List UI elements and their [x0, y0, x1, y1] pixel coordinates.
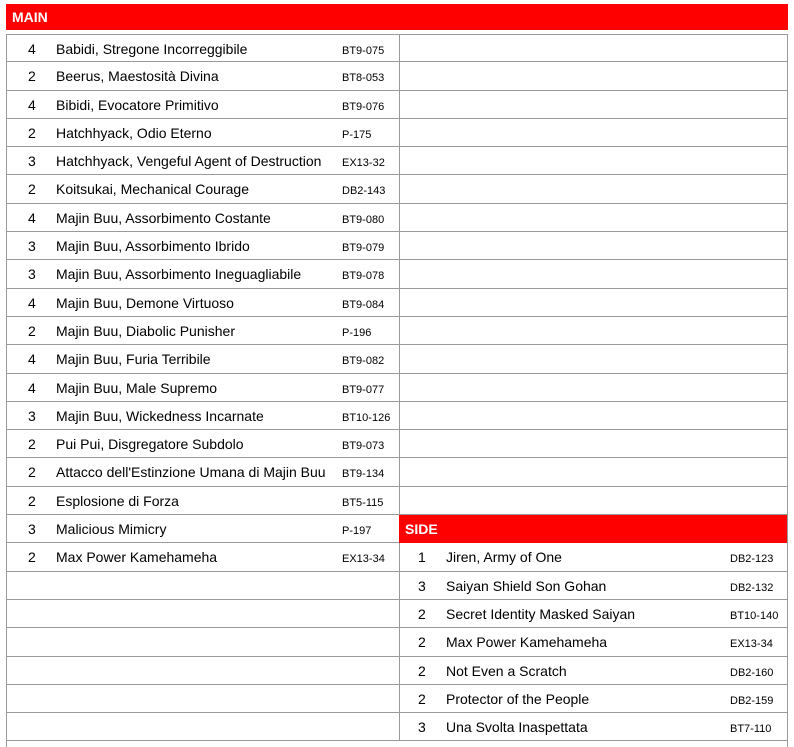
card-name: Majin Buu, Assorbimento Costante: [56, 209, 271, 226]
card-code: BT9-075: [342, 45, 385, 57]
grid-border-right: [787, 34, 788, 747]
card-code: P-196: [342, 326, 372, 339]
card-name: Majin Buu, Male Supremo: [56, 379, 218, 396]
table-row: [6, 374, 788, 402]
main-card-cell: [6, 713, 399, 740]
table-row: [6, 91, 788, 119]
card-quantity: 3: [28, 521, 36, 538]
card-quantity: 3: [28, 238, 36, 255]
side-card-cell: [399, 147, 788, 174]
side-card-code: BT10-140: [730, 609, 779, 622]
side-card-cell: [399, 628, 788, 655]
card-name: Max Power Kamehameha: [56, 549, 218, 566]
card-quantity: 2: [28, 68, 36, 85]
card-quantity: 4: [28, 351, 36, 368]
main-card-cell: [6, 232, 399, 259]
side-card-cell: [399, 685, 788, 712]
table-row: [6, 317, 788, 345]
side-card-cell: [399, 402, 788, 429]
card-quantity: 3: [28, 266, 36, 283]
main-card-cell: [6, 175, 399, 202]
decklist-grid: [6, 34, 788, 741]
table-row: [6, 175, 788, 203]
side-card-quantity: 2: [418, 605, 426, 622]
card-name: Hatchhyack, Odio Eterno: [56, 124, 212, 141]
main-card-cell: [6, 458, 399, 485]
card-code: BT9-084: [342, 298, 385, 311]
side-card-cell: [399, 458, 788, 485]
side-card-cell: [399, 317, 788, 344]
side-card-cell: [399, 35, 788, 61]
main-card-cell: [6, 572, 399, 599]
main-card-cell: [6, 685, 399, 712]
card-name: Bibidi, Evocatore Primitivo: [56, 96, 219, 113]
main-card-cell: [6, 289, 399, 316]
side-card-code: DB2-132: [730, 581, 774, 594]
card-code: BT8-053: [342, 72, 385, 85]
card-name: Babidi, Stregone Incorreggibile: [56, 41, 248, 57]
card-quantity: 2: [28, 181, 36, 198]
card-code: EX13-32: [342, 157, 385, 170]
side-card-code: BT7-110: [730, 723, 772, 736]
card-quantity: 4: [28, 379, 36, 396]
card-name: Koitsukai, Mechanical Courage: [56, 181, 249, 198]
card-name: Majin Buu, Assorbimento Ineguagliabile: [56, 266, 302, 283]
table-row: [6, 628, 788, 656]
card-code: BT9-076: [342, 100, 385, 113]
side-card-name: Max Power Kamehameha: [446, 634, 608, 651]
card-name: Majin Buu, Assorbimento Ibrido: [56, 238, 250, 255]
card-code: BT9-079: [342, 242, 385, 255]
main-card-cell: [6, 91, 399, 118]
side-card-cell: [399, 119, 788, 146]
side-card-name: Not Even a Scratch: [446, 662, 567, 679]
side-deck-header: SIDE: [399, 515, 788, 543]
side-card-name: Jiren, Army of One: [446, 549, 562, 566]
table-row: [6, 62, 788, 90]
main-card-cell: [6, 204, 399, 231]
card-name: Majin Buu, Wickedness Incarnate: [56, 407, 264, 424]
card-quantity: 2: [28, 549, 36, 566]
card-name: Beerus, Maestosità Divina: [56, 68, 219, 85]
main-card-cell: [6, 657, 399, 684]
table-row: [6, 572, 788, 600]
side-card-quantity: 2: [418, 634, 426, 651]
card-quantity: 3: [28, 407, 36, 424]
main-card-cell: [6, 487, 399, 514]
main-card-cell: [6, 430, 399, 457]
card-quantity: 2: [28, 492, 36, 509]
side-card-cell: [399, 572, 788, 599]
table-row: [6, 345, 788, 373]
table-row: [6, 600, 788, 628]
card-code: BT9-080: [342, 213, 385, 226]
card-quantity: 4: [28, 209, 36, 226]
main-card-cell: [6, 543, 399, 570]
card-name: Majin Buu, Furia Terribile: [56, 351, 211, 368]
card-code: BT10-126: [342, 411, 391, 424]
main-card-cell: [6, 600, 399, 627]
side-card-cell: [399, 657, 788, 684]
card-name: Attacco dell'Estinzione Umana di Majin Buu: [56, 464, 326, 481]
main-card-cell: [6, 260, 399, 287]
side-card-cell: [399, 600, 788, 627]
main-card-cell: [6, 374, 399, 401]
main-card-cell: [6, 119, 399, 146]
side-card-cell: [399, 232, 788, 259]
card-code: BT9-077: [342, 383, 385, 396]
side-card-cell: [399, 289, 788, 316]
side-card-name: Una Svolta Inaspettata: [446, 719, 588, 736]
table-row: [6, 685, 788, 713]
table-row: [6, 34, 788, 62]
card-name: Esplosione di Forza: [56, 492, 179, 509]
side-card-cell: [399, 204, 788, 231]
table-row: [6, 204, 788, 232]
main-card-cell: [6, 402, 399, 429]
card-quantity: 4: [28, 294, 36, 311]
main-card-cell: [6, 345, 399, 372]
side-card-cell: [399, 175, 788, 202]
side-card-name: Saiyan Shield Son Gohan: [446, 577, 607, 594]
main-card-cell: [6, 35, 399, 61]
card-quantity: 3: [28, 153, 36, 170]
card-code: DB2-143: [342, 185, 386, 198]
card-code: BT9-078: [342, 270, 385, 283]
main-deck-header: MAIN: [6, 4, 788, 30]
side-card-cell: [399, 374, 788, 401]
side-card-code: DB2-160: [730, 666, 774, 679]
table-row: [6, 430, 788, 458]
card-name: Hatchhyack, Vengeful Agent of Destruction: [56, 153, 322, 170]
card-quantity: 2: [28, 322, 36, 339]
side-card-code: DB2-159: [730, 694, 774, 707]
side-card-quantity: 2: [418, 690, 426, 707]
side-card-code: DB2-123: [730, 553, 774, 566]
side-card-cell: [399, 260, 788, 287]
side-card-cell: [399, 62, 788, 89]
table-row: [6, 487, 788, 515]
side-card-quantity: 1: [418, 549, 426, 566]
card-name: Malicious Mimicry: [56, 521, 167, 538]
table-row: [6, 289, 788, 317]
card-name: Majin Buu, Diabolic Punisher: [56, 322, 235, 339]
table-row: [6, 119, 788, 147]
side-card-code: EX13-34: [730, 638, 773, 651]
grid-border-left: [6, 34, 7, 747]
side-card-cell: [399, 713, 788, 740]
table-row: [6, 713, 788, 741]
table-row: [6, 657, 788, 685]
table-row: [6, 232, 788, 260]
main-card-cell: [6, 515, 399, 542]
card-code: P-175: [342, 128, 372, 141]
table-row: [6, 147, 788, 175]
main-card-cell: [6, 317, 399, 344]
side-card-name: Protector of the People: [446, 690, 590, 707]
side-card-cell: [399, 430, 788, 457]
side-card-quantity: 3: [418, 719, 426, 736]
card-code: EX13-34: [342, 553, 385, 566]
main-card-cell: [6, 628, 399, 655]
main-card-cell: [6, 147, 399, 174]
table-row: [6, 458, 788, 486]
card-quantity: 2: [28, 464, 36, 481]
table-row: [6, 260, 788, 288]
side-card-cell: [399, 543, 788, 570]
card-quantity: 4: [28, 41, 36, 57]
side-card-quantity: 3: [418, 577, 426, 594]
card-code: BT9-082: [342, 355, 385, 368]
card-code: P-197: [342, 525, 372, 538]
side-card-quantity: 2: [418, 662, 426, 679]
card-quantity: 4: [28, 96, 36, 113]
card-name: Pui Pui, Disgregatore Subdolo: [56, 436, 244, 453]
side-card-name: Secret Identity Masked Saiyan: [446, 605, 636, 622]
side-card-cell: [399, 487, 788, 514]
card-quantity: 2: [28, 124, 36, 141]
side-card-cell: [399, 91, 788, 118]
card-name: Majin Buu, Demone Virtuoso: [56, 294, 234, 311]
card-code: BT9-134: [342, 468, 385, 481]
card-quantity: 2: [28, 436, 36, 453]
main-card-cell: [6, 62, 399, 89]
table-row: [6, 543, 788, 571]
table-row: [6, 402, 788, 430]
side-card-cell: [399, 345, 788, 372]
card-code: BT5-115: [342, 496, 384, 509]
card-code: BT9-073: [342, 440, 385, 453]
